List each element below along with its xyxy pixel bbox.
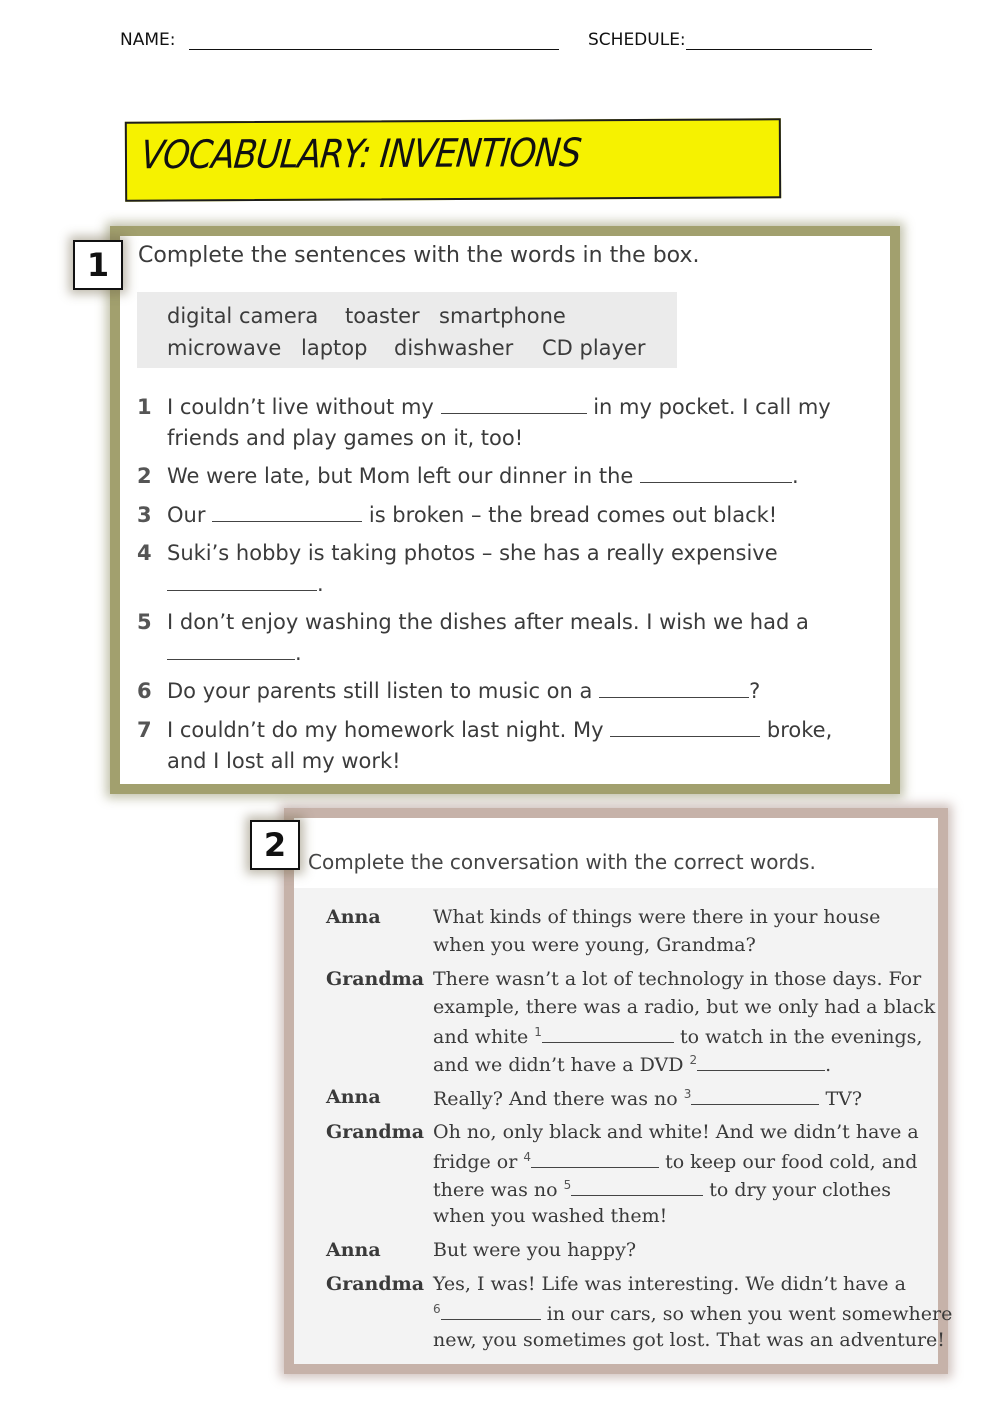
item-text: We were late, but Mom left our dinner in the xyxy=(167,464,634,488)
item-number: 2 xyxy=(137,464,152,488)
dialogue-line xyxy=(433,1301,952,1325)
item-number: 3 xyxy=(137,503,152,527)
dialogue-line: when you washed them! xyxy=(433,1205,668,1227)
item-text: . xyxy=(295,641,302,665)
answer-blank[interactable] xyxy=(212,503,362,522)
dialogue-text: TV? xyxy=(825,1088,863,1110)
dialogue-line: Oh no, only black and white! And we didn’t have a xyxy=(433,1121,919,1143)
blank-number: 4 xyxy=(523,1150,532,1164)
name-line[interactable] xyxy=(189,31,559,50)
exercise1-item xyxy=(137,679,760,703)
item-text: I couldn’t do my homework last night. My xyxy=(167,718,604,742)
speaker-name: Anna xyxy=(326,1086,381,1108)
dialogue-text: to dry your clothes xyxy=(709,1179,891,1201)
exercise1-instruction: Complete the sentences with the words in the box. xyxy=(138,243,700,268)
answer-blank[interactable] xyxy=(167,572,317,591)
item-text: ? xyxy=(749,679,761,703)
blank-number: 5 xyxy=(563,1178,572,1192)
item-text: friends and play games on it, too! xyxy=(167,426,524,450)
dialogue-line xyxy=(433,1149,917,1173)
item-text: . xyxy=(317,572,324,596)
dialogue-line: What kinds of things were there in your house xyxy=(433,906,881,928)
dialogue-text: to keep our food cold, and xyxy=(665,1151,918,1173)
answer-blank[interactable] xyxy=(441,1301,541,1320)
word: toaster xyxy=(345,304,420,328)
exercise1-item xyxy=(137,541,778,565)
speaker-name: Grandma xyxy=(326,968,425,990)
item-text: Our xyxy=(167,503,206,527)
exercise1-item xyxy=(137,718,832,742)
word: microwave xyxy=(167,336,282,360)
answer-blank[interactable] xyxy=(531,1149,659,1168)
blank-number: 1 xyxy=(534,1025,542,1039)
title-banner xyxy=(125,118,781,201)
dialogue-text: there was no xyxy=(433,1179,558,1201)
dialogue-text: and white xyxy=(433,1026,529,1048)
name-field xyxy=(120,30,559,50)
answer-blank[interactable] xyxy=(697,1052,825,1071)
dialogue-text: and we didn’t have a DVD xyxy=(433,1054,684,1076)
exercise2-instruction: Complete the conversation with the correct words. xyxy=(308,850,816,874)
answer-blank[interactable] xyxy=(571,1177,703,1196)
item-text: Do your parents still listen to music on a xyxy=(167,679,593,703)
answer-blank[interactable] xyxy=(691,1086,819,1105)
speaker-name: Anna xyxy=(326,1239,381,1261)
exercise1-item xyxy=(137,610,809,634)
item-number: 5 xyxy=(137,610,152,634)
schedule-line[interactable] xyxy=(686,31,872,50)
item-text: . xyxy=(791,464,799,488)
item-text: broke, xyxy=(766,718,833,742)
dialogue-text: . xyxy=(825,1054,832,1076)
dialogue-line: But were you happy? xyxy=(433,1239,637,1261)
item-number: 7 xyxy=(137,718,152,742)
item-number: 6 xyxy=(137,679,152,703)
speaker-name: Anna xyxy=(326,906,381,928)
answer-blank[interactable] xyxy=(640,464,792,483)
item-text: Suki’s hobby is taking photos – she has a really expensive xyxy=(167,541,778,565)
item-number: 1 xyxy=(137,395,152,419)
item-text: is broken – the bread comes out black! xyxy=(368,503,778,527)
word: CD player xyxy=(542,336,646,360)
exercise1-item xyxy=(137,503,777,527)
dialogue-line xyxy=(433,1177,891,1201)
item-number: 4 xyxy=(137,541,152,565)
name-label: NAME: xyxy=(120,30,176,50)
item-text: in my pocket. I call my xyxy=(593,395,831,419)
blank-number: 6 xyxy=(433,1302,441,1316)
exercise1-item xyxy=(137,395,831,419)
exercise1-number: 1 xyxy=(73,240,123,290)
answer-blank[interactable] xyxy=(542,1024,674,1043)
blank-number: 2 xyxy=(689,1053,698,1067)
dialogue-text: fridge or xyxy=(433,1151,518,1173)
item-text: I don’t enjoy washing the dishes after meals. I wish we had a xyxy=(167,610,809,634)
dialogue-line xyxy=(433,1086,862,1110)
exercise2-number: 2 xyxy=(250,820,300,870)
schedule-field xyxy=(588,30,872,50)
schedule-label: SCHEDULE: xyxy=(588,30,686,50)
word: digital camera xyxy=(167,304,319,328)
dialogue-text: in our cars, so when you went somewhere xyxy=(546,1303,953,1325)
dialogue-text: Really? And there was no xyxy=(433,1088,678,1110)
speaker-name: Grandma xyxy=(326,1273,425,1295)
answer-blank[interactable] xyxy=(167,641,295,660)
answer-blank[interactable] xyxy=(610,718,760,737)
word: smartphone xyxy=(439,304,566,328)
dialogue-line: example, there was a radio, but we only had a black xyxy=(433,996,936,1018)
answer-blank[interactable] xyxy=(599,679,749,698)
answer-blank[interactable] xyxy=(441,395,587,414)
word: laptop xyxy=(301,336,368,360)
page-title: VOCABULARY: INVENTIONS xyxy=(138,130,583,179)
exercise1-item-cont xyxy=(167,641,302,665)
blank-number: 3 xyxy=(683,1087,692,1101)
item-text: I couldn’t live without my xyxy=(167,395,434,419)
dialogue-text: to watch in the evenings, xyxy=(679,1026,923,1048)
dialogue-line: Yes, I was! Life was interesting. We didn’t have a xyxy=(433,1273,906,1295)
dialogue-line xyxy=(433,1052,831,1076)
word: dishwasher xyxy=(394,336,514,360)
dialogue-line: when you were young, Grandma? xyxy=(433,934,756,956)
dialogue-line: There wasn’t a lot of technology in those days. For xyxy=(433,968,922,990)
speaker-name: Grandma xyxy=(326,1121,425,1143)
exercise1-item xyxy=(137,464,799,488)
dialogue-line xyxy=(433,1024,922,1048)
dialogue-line: new, you sometimes got lost. That was an adventure! xyxy=(433,1329,945,1351)
item-text: and I lost all my work! xyxy=(167,749,401,773)
exercise1-item-cont xyxy=(167,572,324,596)
